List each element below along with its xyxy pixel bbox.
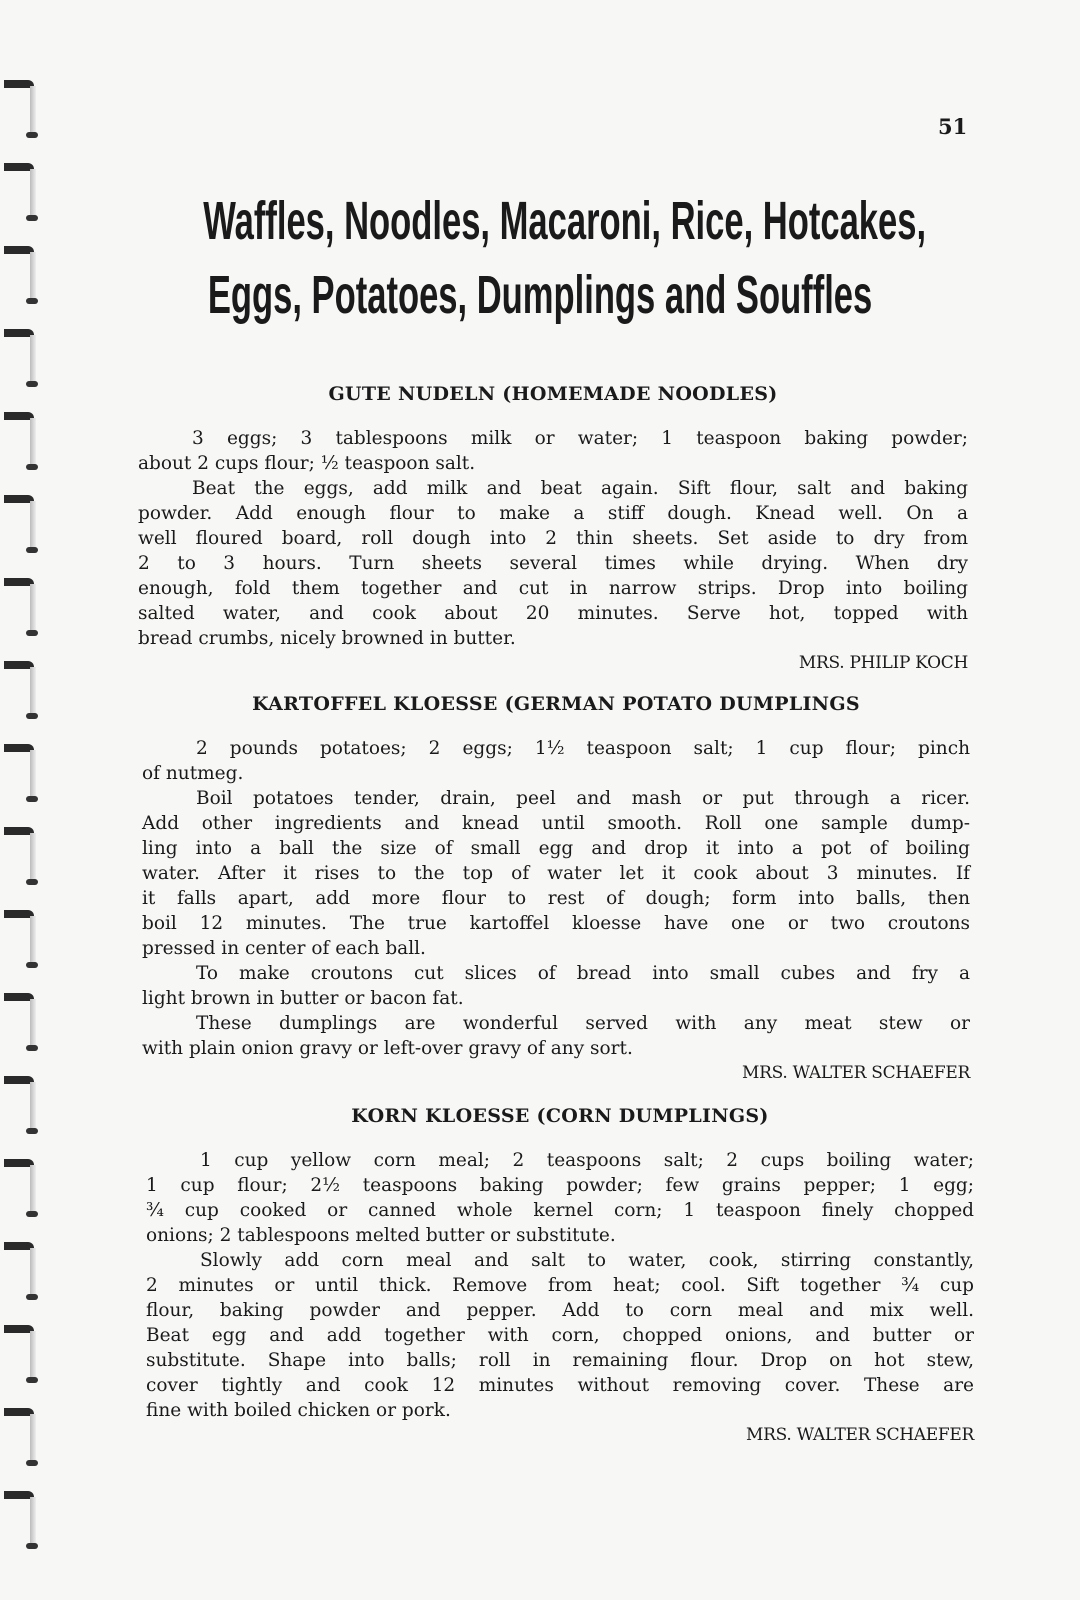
text-line: it falls apart, add more flour to rest of dough; form into balls, then xyxy=(142,888,970,909)
recipe-gute-nudeln xyxy=(138,382,968,676)
binding-ring xyxy=(0,80,40,142)
recipe-author: MRS. WALTER SCHAEFER xyxy=(746,1425,974,1445)
recipe-author: MRS. PHILIP KOCH xyxy=(798,653,968,673)
text-line: 2 minutes or until thick. Remove from heat; cool. Sift together ¾ cup xyxy=(146,1275,974,1296)
text-line: Slowly add corn meal and salt to water, cook, stirring constantly, xyxy=(200,1250,974,1271)
binding-ring xyxy=(0,744,40,806)
text-line: 1 cup flour; 2½ teaspoons baking powder; few grains pepper; 1 egg; xyxy=(146,1175,974,1196)
binding-ring xyxy=(0,1076,40,1138)
text-line: Boil potatoes tender, drain, peel and mash or put through a ricer. xyxy=(196,788,970,809)
binding-ring xyxy=(0,1159,40,1221)
text-line: well floured board, roll dough into 2 thin sheets. Set aside to dry from xyxy=(138,528,968,549)
text-line: 2 pounds potatoes; 2 eggs; 1½ teaspoon salt; 1 cup flour; pinch xyxy=(196,738,970,759)
text-line: bread crumbs, nicely browned in butter. xyxy=(138,628,516,649)
text-line: of nutmeg. xyxy=(142,763,244,784)
title-text: Eggs, Potatoes, Dumplings and Souffles xyxy=(207,265,873,325)
binding-ring xyxy=(0,827,40,889)
text-line: 1 cup yellow corn meal; 2 teaspoons salt; 2 cups boiling water; xyxy=(200,1150,974,1171)
text-line: with plain onion gravy or left-over gravy of any sort. xyxy=(142,1038,633,1059)
recipe-heading: KARTOFFEL KLOESSE (GERMAN POTATO DUMPLINGS xyxy=(252,693,860,715)
text-line: salted water, and cook about 20 minutes. Serve hot, topped with xyxy=(138,603,968,624)
page-number: 51 xyxy=(938,114,968,139)
binding-ring xyxy=(0,495,40,557)
text-line: 3 eggs; 3 tablespoons milk or water; 1 teaspoon baking powder; xyxy=(192,428,968,449)
page-title-line-1 xyxy=(0,190,1080,252)
binding-ring xyxy=(0,910,40,972)
recipe-heading: KORN KLOESSE (CORN DUMPLINGS) xyxy=(351,1105,769,1127)
text-line: flour, baking powder and pepper. Add to corn meal and mix well. xyxy=(146,1300,974,1321)
binding-ring xyxy=(0,993,40,1055)
text-line: boil 12 minutes. The true kartoffel kloesse have one or two croutons xyxy=(142,913,970,934)
text-line: fine with boiled chicken or pork. xyxy=(146,1400,451,1421)
binding-ring xyxy=(0,1242,40,1304)
binding-ring xyxy=(0,1325,40,1387)
text-line: substitute. Shape into balls; roll in remaining flour. Drop on hot stew, xyxy=(146,1350,974,1371)
text-line: light brown in butter or bacon fat. xyxy=(142,988,464,1009)
text-line: Beat the eggs, add milk and beat again. Sift flour, salt and baking xyxy=(192,478,968,499)
text-line: ¾ cup cooked or canned whole kernel corn; 1 teaspoon finely chopped xyxy=(146,1200,974,1221)
text-line: water. After it rises to the top of water let it cook about 3 minutes. If xyxy=(142,863,970,884)
text-line: enough, fold them together and cut in narrow strips. Drop into boiling xyxy=(138,578,968,599)
title-text: Waffles, Noodles, Macaroni, Rice, Hotcakes, xyxy=(203,191,927,251)
text-line: Add other ingredients and knead until smooth. Roll one sample dump- xyxy=(142,813,970,834)
text-line: about 2 cups flour; ½ teaspoon salt. xyxy=(138,453,476,474)
recipe-kartoffel-kloesse xyxy=(142,692,970,1086)
text-line: ling into a ball the size of small egg and drop it into a pot of boiling xyxy=(142,838,970,859)
recipe-author: MRS. WALTER SCHAEFER xyxy=(742,1063,970,1083)
text-line: These dumplings are wonderful served with any meat stew or xyxy=(196,1013,970,1034)
text-line: 2 to 3 hours. Turn sheets several times while drying. When dry xyxy=(138,553,968,574)
page-title-line-2 xyxy=(0,264,1080,326)
text-line: cover tightly and cook 12 minutes without removing cover. These are xyxy=(146,1375,974,1396)
text-line: To make croutons cut slices of bread into small cubes and fry a xyxy=(196,963,970,984)
binding-ring xyxy=(0,1491,40,1553)
binding-ring xyxy=(0,329,40,391)
binding-ring xyxy=(0,661,40,723)
text-line: powder. Add enough flour to make a stiff dough. Knead well. On a xyxy=(138,503,968,524)
recipe-korn-kloesse xyxy=(146,1104,974,1448)
text-line: onions; 2 tablespoons melted butter or substitute. xyxy=(146,1225,616,1246)
binding-ring xyxy=(0,412,40,474)
text-line: pressed in center of each ball. xyxy=(142,938,426,959)
text-line: Beat egg and add together with corn, chopped onions, and butter or xyxy=(146,1325,974,1346)
binding-ring xyxy=(0,1408,40,1470)
recipe-heading: GUTE NUDELN (HOMEMADE NOODLES) xyxy=(328,383,778,405)
binding-ring xyxy=(0,578,40,640)
